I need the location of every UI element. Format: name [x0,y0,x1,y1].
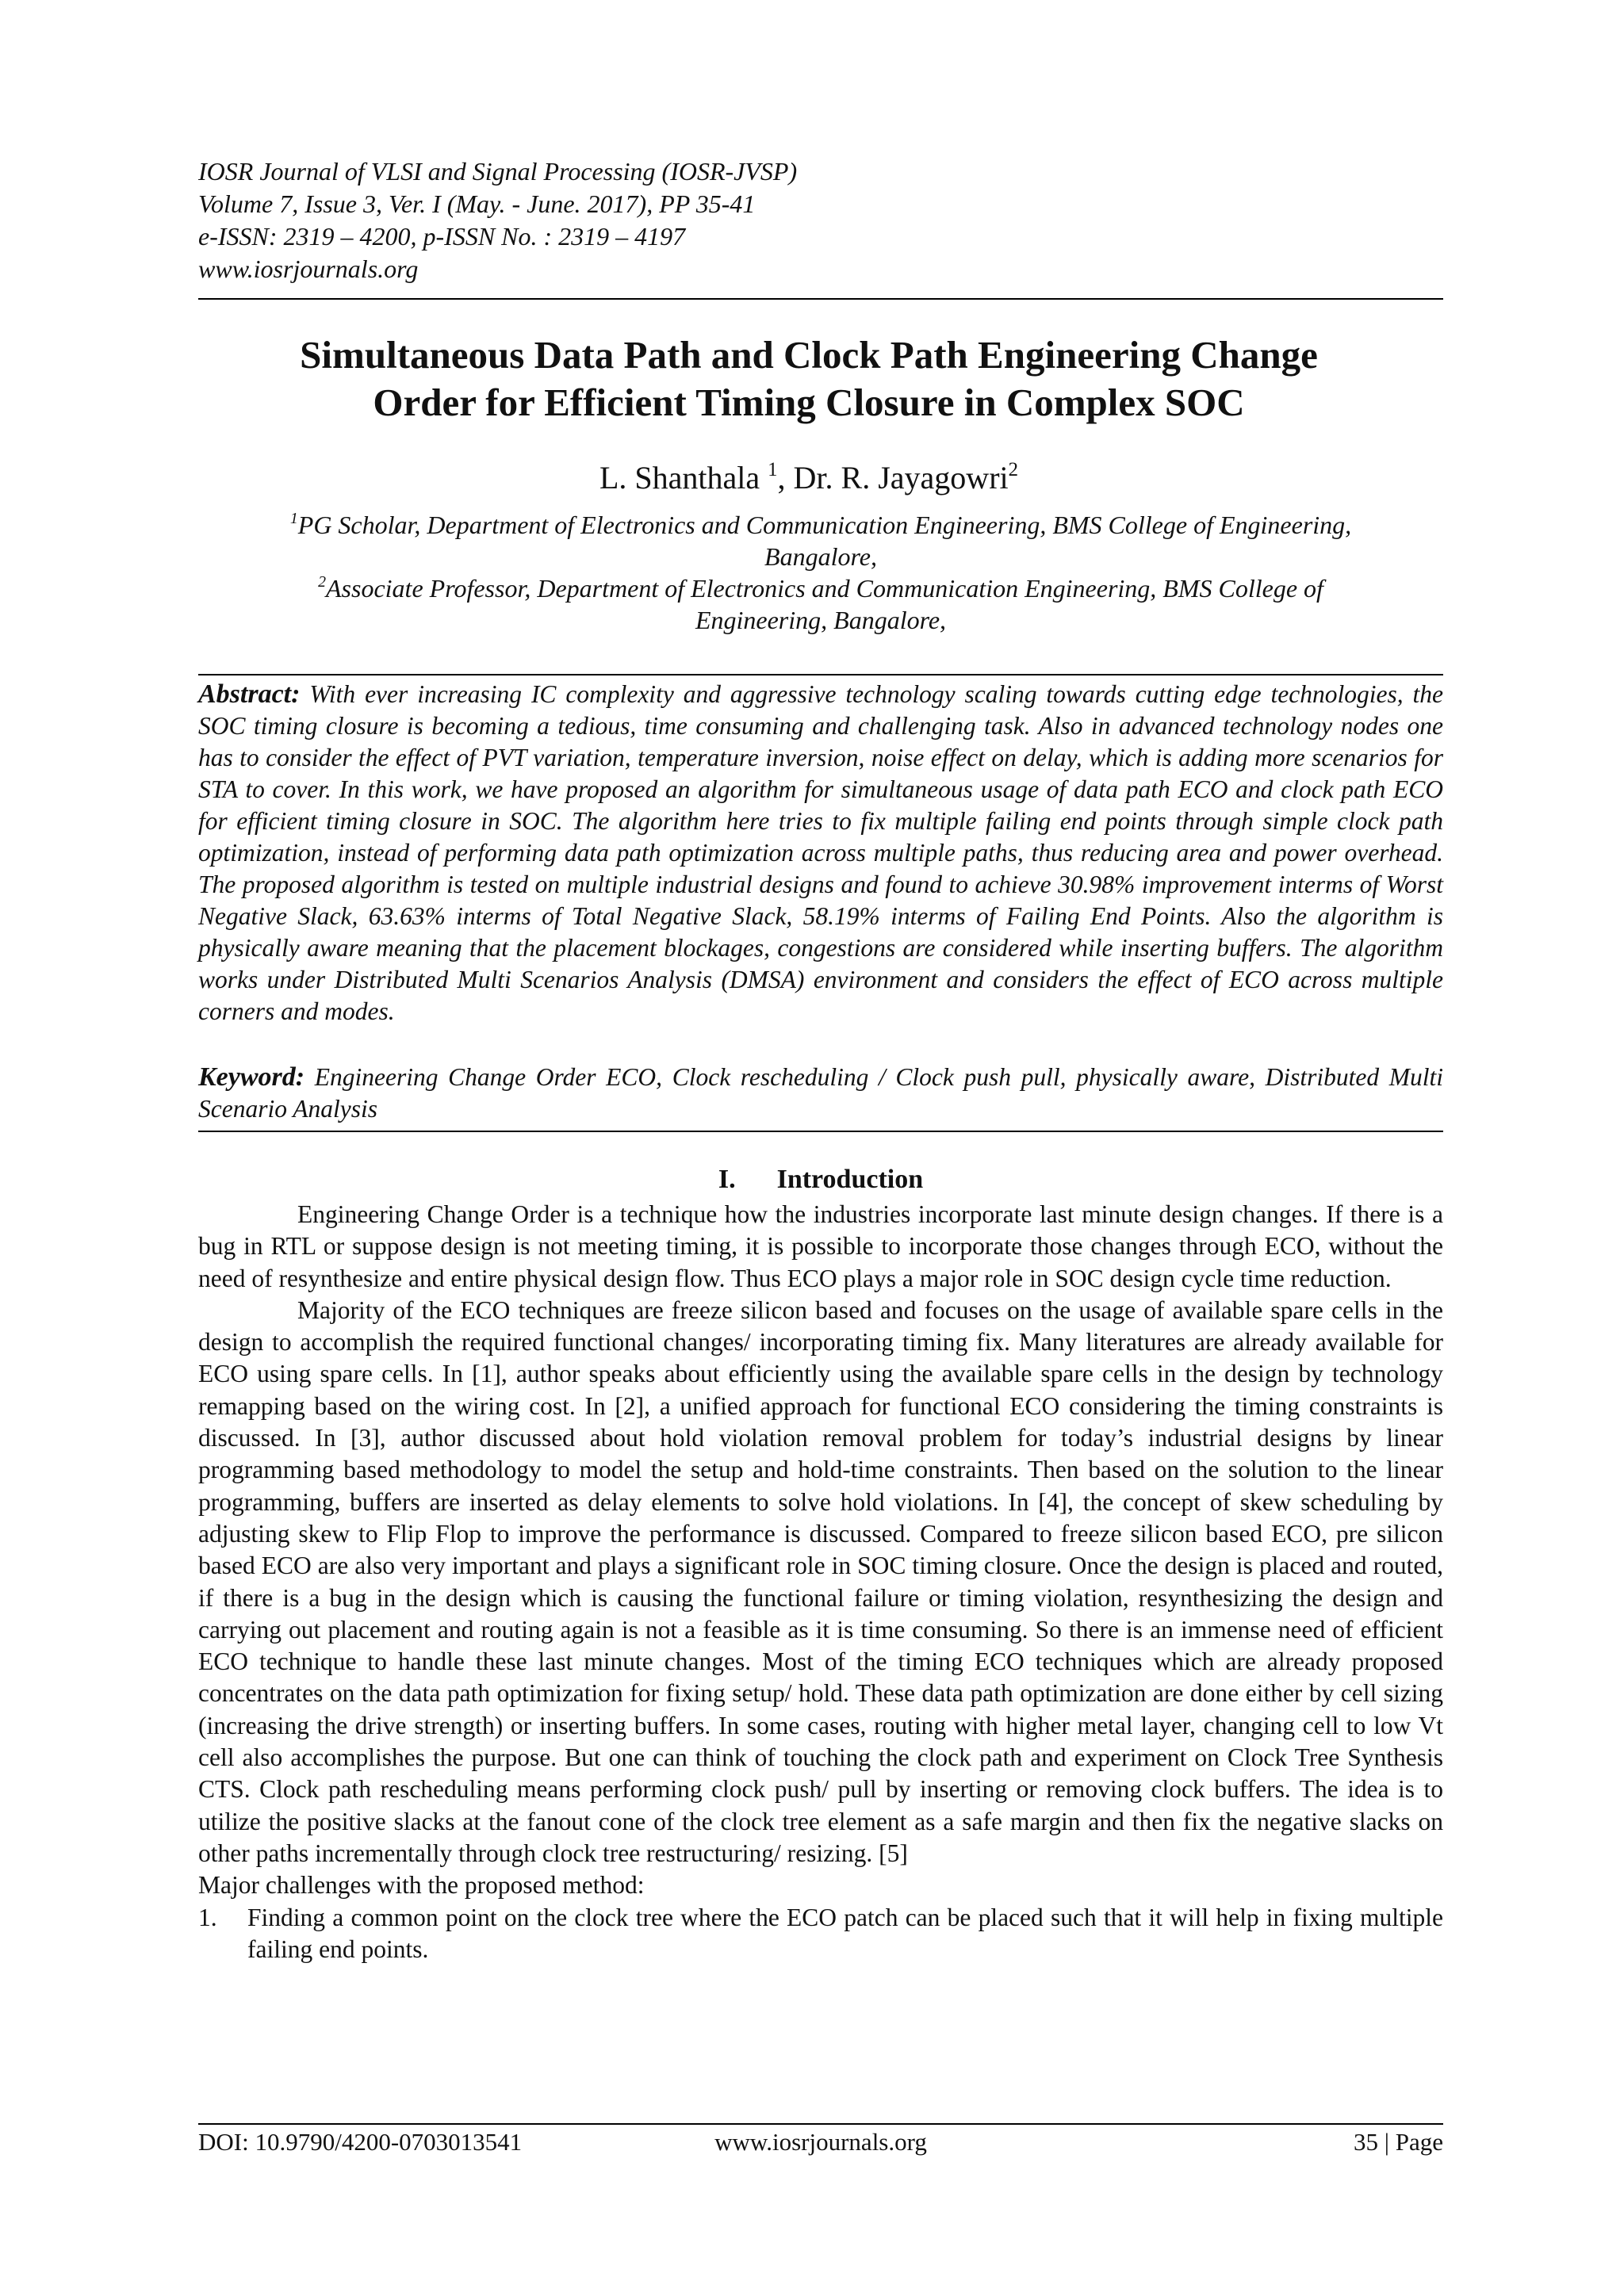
journal-issn: e-ISSN: 2319 – 4200, p-ISSN No. : 2319 – 4197 [198,222,686,251]
author-2-sup: 2 [1008,459,1019,481]
list-item [198,1902,1443,1966]
abstract [198,679,1443,1027]
abstract-text: With ever increasing IC complexity and aggressive technology scaling towards cutting edge technologies, the SOC timing closure is becoming a tedious, time consuming and challenging task. Also in advanced technology nodes one has to consider the effect of PVT variation, temperature inversion, noise effect on delay, which is adding more scenarios for STA to cover. In this work, we have proposed an algorithm for simultaneous usage of data path ECO and clock path ECO for efficient timing closure in SOC. The algorithm here tries to fix multiple failing end points through simple clock path optimization, instead of performing data path optimization across multiple paths, thus reducing area and power overhead. The proposed algorithm is tested on multiple industrial designs and found to achieve 30.98% improvement interms of Worst Negative Slack, 63.63% interms of Total Negative Slack, 58.19% interms of Failing End Points. Also the algorithm is physically aware meaning that the placement blockages, congestions are considered while inserting buffers. The algorithm works under Distributed Multi Scenarios Analysis (DMSA) environment and considers the effect of ECO across multiple corners and modes. [198,680,1443,1025]
title-line-1: Simultaneous Data Path and Clock Path Engineering Change [300,333,1318,377]
affiliations [198,509,1443,636]
journal-volume: Volume 7, Issue 3, Ver. I (May. - June. 2017), PP 35-41 [198,189,756,218]
affiliation-2 [198,572,1443,604]
section-heading [198,1162,1443,1197]
affiliation-2-line-2: Engineering, Bangalore, [695,606,947,634]
keywords [198,1062,1443,1125]
author-1-sup: 1 [768,459,778,481]
journal-name: IOSR Journal of VLSI and Signal Processing (IOSR-JVSP) [198,157,798,186]
paragraph-1: Engineering Change Order is a technique how the industries incorporate last minute design changes. If there is a bug in RTL or suppose design is not meeting timing, it is possible to incorporate those changes through ECO, without the need of resynthesize and entire physical design flow. Thus ECO plays a major role in SOC design cycle time reduction. [198,1200,1443,1292]
journal-header [198,155,1443,285]
header-rule [198,298,1443,300]
footer-doi: DOI: 10.9790/4200-0703013541 [198,2128,523,2156]
affiliation-2-line-1: Associate Professor, Department of Electronics and Communication Engineering, BMS College of [326,574,1323,603]
keyword-text: Engineering Change Order ECO, Clock rescheduling / Clock push pull, physically aware, Distributed Multi Scenario Analysis [198,1063,1443,1123]
affiliation-1-line-2: Bangalore, [764,542,877,571]
author-2-name: Dr. R. Jayagowri [793,460,1009,496]
author-list [159,458,1459,498]
abstract-label: Abstract: [198,679,301,709]
author-1-name: L. Shanthala [599,460,768,496]
footer-rule [198,2123,1443,2125]
footer-page-number: 35 | Page [1354,2128,1443,2156]
author-separator: , [777,460,794,496]
paper-title [159,331,1459,427]
footer-website: www.iosrjournals.org [714,2128,927,2156]
section-title: Introduction [776,1165,924,1194]
body-text [198,1199,1443,1965]
affiliation-2-sup: 2 [318,573,326,591]
affiliation-1-sup: 1 [289,510,298,528]
journal-website: www.iosrjournals.org [198,254,419,283]
keyword-label: Keyword: [198,1062,305,1092]
title-line-2: Order for Efficient Timing Closure in Complex SOC [373,381,1245,424]
list-item-text: Finding a common point on the clock tree where the ECO patch can be placed such that it will help in fixing multiple failing end points. [247,1903,1443,1963]
affiliation-1 [198,509,1443,541]
abstract-top-rule [198,674,1443,675]
section-number: I. [718,1165,736,1194]
paragraph-2: Majority of the ECO techniques are freeze silicon based and focuses on the usage of available spare cells in the design to accomplish the required functional changes/ incorporating timing fix. Many literatures are already available for ECO using spare cells. In [1], author speaks about efficiently using the available spare cells in the design by technology remapping based on the wiring cost. In [2], a unified approach for functional ECO considering the timing constraints is discussed. In [3], author discussed about hold violation removal problem for today’s industrial designs by linear programming based methodology to model the setup and hold-time constraints. Then based on the solution to the linear programming, buffers are inserted as delay elements to solve hold violations. In [4], the concept of skew scheduling by adjusting skew to Flip Flop to improve the performance is discussed. Compared to freeze silicon based ECO, pre silicon based ECO are also very important and plays a significant role in SOC timing closure. Once the design is placed and routed, if there is a bug in the design which is causing the functional failure or timing violation, resynthesizing the design and carrying out placement and routing again is not a feasible as it is time consuming. So there is an immense need of efficient ECO technique to handle these last minute changes. Most of the timing ECO techniques which are already proposed concentrates on the data path optimization for fixing setup/ hold. These data path optimization are done either by cell sizing (increasing the drive strength) or inserting buffers. In some cases, routing with higher metal layer, changing cell to low Vt cell also accomplishes the purpose. But one can think of touching the clock path and experiment on Clock Tree Synthesis CTS. Clock path rescheduling means performing clock push/ pull by inserting or removing clock buffers. The idea is to utilize the positive slacks at the fanout cone of the clock tree element as a safe margin and then fix the negative slacks on other paths incrementally through clock tree restructuring/ resizing. [5] [198,1295,1443,1867]
paragraph-3: Major challenges with the proposed method: [198,1871,645,1900]
abstract-bottom-rule [198,1131,1443,1132]
list-item-number: 1. [198,1903,217,1931]
affiliation-1-line-1: PG Scholar, Department of Electronics and Communication Engineering, BMS College of Engineering, [297,511,1352,539]
